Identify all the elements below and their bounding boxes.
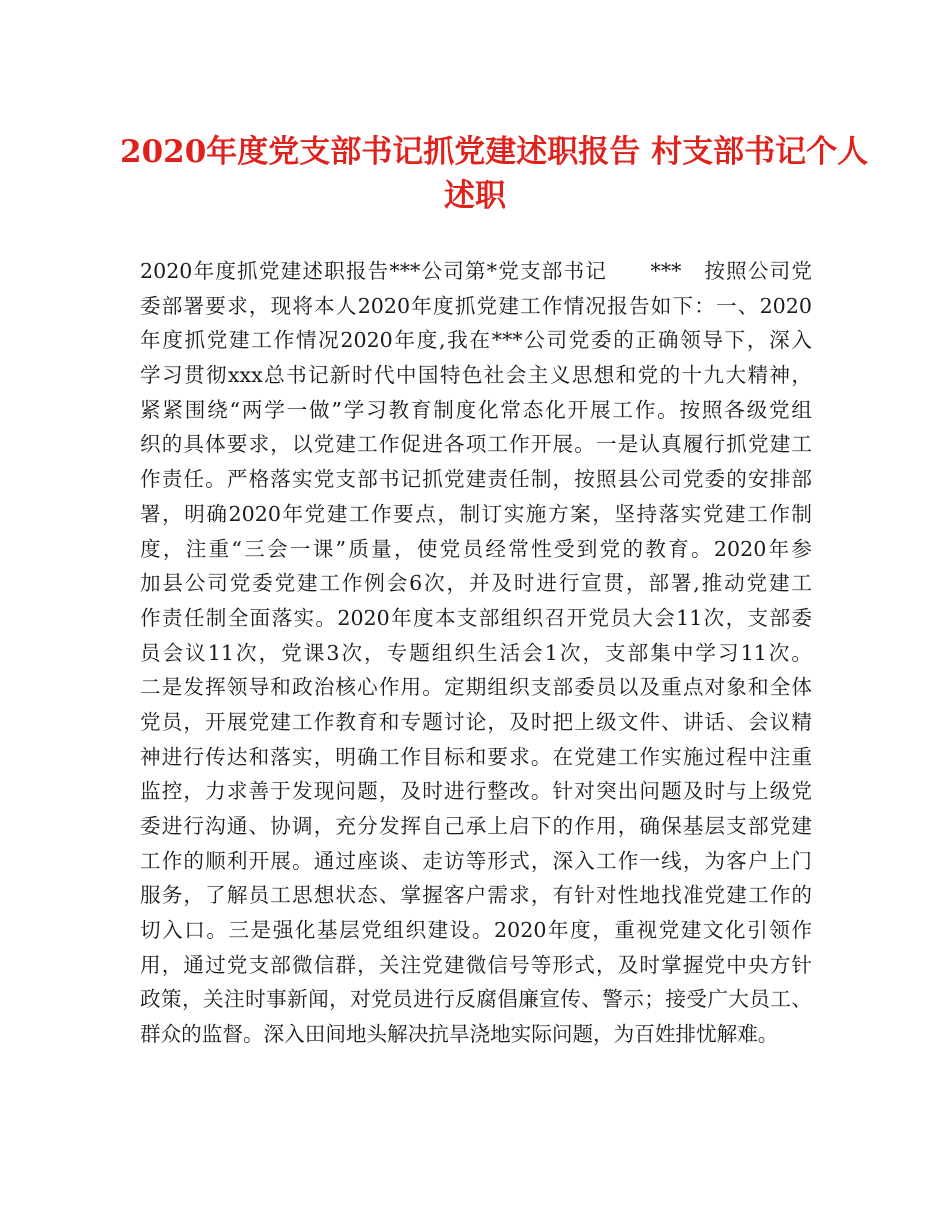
body-line: 群众的监督。深入田间地头解决抗旱浇地实际问题，为百姓排忧解难。 <box>140 1022 779 1047</box>
document-title-line-2: 述职 <box>444 178 506 214</box>
document-body <box>140 254 812 1052</box>
body-line: 切入口。三是强化基层党组织建设。2020年度，重视党建文化引领作 <box>140 918 812 943</box>
body-line: 政策，关注时事新闻，对党员进行反腐倡廉宣传、警示；接受广大员工、 <box>140 987 812 1012</box>
body-line: 紧紧围绕“两学一做”学习教育制度化常态化开展工作。按照各级党组 <box>140 397 812 422</box>
body-line: 神进行传达和落实，明确工作目标和要求。在党建工作实施过程中注重 <box>140 744 812 769</box>
document-title-line-1: 2020年度党支部书记抓党建述职报告 村支部书记个人 <box>120 134 869 170</box>
body-line: 服务，了解员工思想状态、掌握客户需求，有针对性地找准党建工作的 <box>140 883 812 908</box>
body-line: 监控，力求善于发现问题，及时进行整改。针对突出问题及时与上级党 <box>140 779 812 804</box>
body-line: 度，注重“三会一课”质量，使党员经常性受到党的教育。2020年参 <box>140 536 812 561</box>
body-line: 委部署要求，现将本人2020年度抓党建工作情况报告如下：一、2020 <box>140 293 812 318</box>
body-line: 作责任。严格落实党支部书记抓党建责任制，按照县公司党委的安排部 <box>140 467 812 492</box>
body-line: 2020年度抓党建述职报告***公司第*党支部书记 *** 按照公司党 <box>140 259 812 283</box>
body-line: 党员，开展党建工作教育和专题讨论，及时把上级文件、讲话、会议精 <box>140 709 812 734</box>
body-line: 加县公司党委党建工作例会6次，并及时进行宣贯，部署,推动党建工 <box>140 571 812 596</box>
body-line: 年度抓党建工作情况2020年度,我在***公司党委的正确领导下，深入 <box>140 328 812 353</box>
body-line: 署，明确2020年党建工作要点，制订实施方案，坚持落实党建工作制 <box>140 501 812 526</box>
body-line: 二是发挥领导和政治核心作用。定期组织支部委员以及重点对象和全体 <box>140 675 812 700</box>
body-line: 作责任制全面落实。2020年度本支部组织召开党员大会11次，支部委 <box>140 605 812 630</box>
body-line: 学习贯彻xxx总书记新时代中国特色社会主义思想和党的十九大精神， <box>140 363 812 388</box>
body-line: 工作的顺利开展。通过座谈、走访等形式，深入工作一线，为客户上门 <box>140 848 812 873</box>
body-line: 用，通过党支部微信群，关注党建微信号等形式，及时掌握党中央方针 <box>140 952 812 977</box>
body-line: 员会议11次，党课3次，专题组织生活会1次，支部集中学习11次。 <box>140 640 812 665</box>
body-line: 织的具体要求，以党建工作促进各项工作开展。一是认真履行抓党建工 <box>140 432 812 457</box>
body-line: 委进行沟通、协调，充分发挥自己承上启下的作用，确保基层支部党建 <box>140 814 812 838</box>
